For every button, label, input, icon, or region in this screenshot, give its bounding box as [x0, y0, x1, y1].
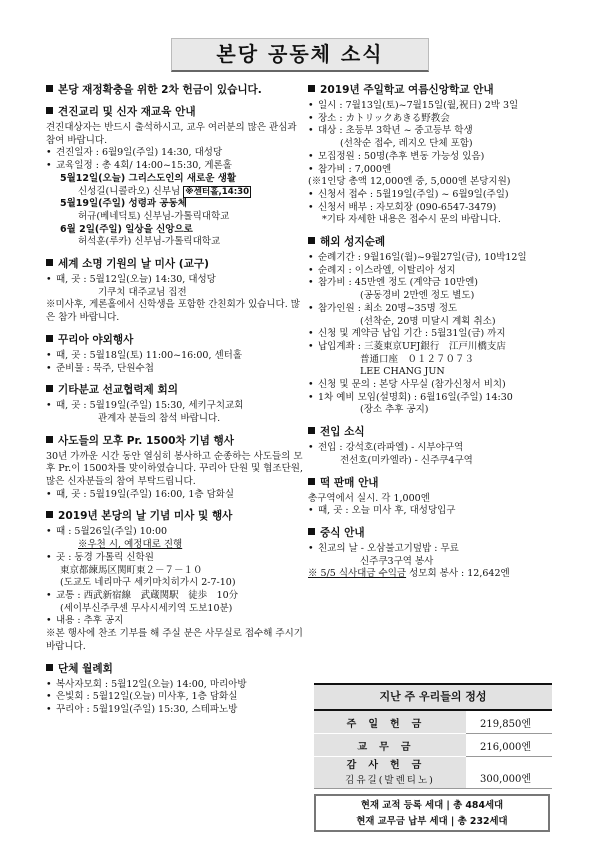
section-parishday — [46, 510, 304, 653]
square-bullet-icon — [308, 528, 315, 535]
square-bullet-icon — [46, 511, 53, 518]
text-line: (세이부신주쿠센 무사시세키역 도보10분) — [60, 602, 233, 614]
registry-line: 현재 교무금 납부 세대 | 총 232세대 — [356, 816, 508, 827]
session-title: 5월12일(오늘) 그리스도인의 새로운 생활 — [60, 172, 237, 184]
text-line: (장소 추후 공지) — [360, 404, 429, 416]
section-mission — [46, 384, 304, 425]
text-line: *기타 자세한 내용은 접수시 문의 바랍니다. — [322, 214, 501, 226]
session-title: 6월 2일(주일) 일상을 신앙으로 — [60, 223, 193, 235]
table-row — [314, 734, 552, 757]
square-bullet-icon — [46, 385, 53, 392]
text-line: • 복사자모회 : 5월12일(오늘) 14:00, 마리아방 — [46, 678, 247, 690]
offering-label: 주일헌금 — [314, 711, 466, 734]
text-line: 기쿠치 대주교님 집전 — [98, 286, 187, 298]
registry-line: 현재 교적 등록 세대 | 총 484세대 — [360, 800, 504, 811]
section-groups — [46, 663, 304, 717]
left-column — [46, 84, 304, 726]
square-bullet-icon — [46, 664, 53, 671]
section-title: 세계 소명 기원의 날 미사 (교구) — [46, 258, 304, 271]
text-line: • 교통 : 西武新宿線 武蔵関駅 徒歩 10分 — [46, 589, 239, 601]
text-line: • 납입계좌 : 三菱東京UFJ銀行 江戸川橋支店 — [308, 340, 506, 352]
text-line: • 때, 곳 : 오늘 미사 후, 대성당입구 — [308, 505, 456, 517]
text-line: • 신청서 배부 : 자모회장 (090-6547-3479) — [308, 201, 497, 213]
text-line: 신주쿠3구역 봉사 — [360, 555, 434, 567]
section-sacrament — [46, 106, 304, 249]
section-title: 2019년 주일학교 여름신앙학교 안내 — [308, 84, 570, 97]
text-line: (공동경비 2만엔 정도 별도) — [360, 290, 475, 302]
section-mother — [46, 435, 304, 502]
section-finance — [46, 84, 304, 97]
text-line: ※본 행사에 찬조 기부를 해 주실 분은 사무실로 접수해 주시기 바랍니다. — [46, 628, 303, 652]
right-column — [308, 84, 570, 590]
offering-amount: 219,850엔 — [466, 711, 552, 734]
text-line: 총구역에서 실시. 각 1,000엔 — [308, 492, 430, 504]
table-row — [314, 711, 552, 734]
section-curia — [46, 334, 304, 375]
section-title: 2019년 본당의 날 기념 미사 및 행사 — [46, 510, 304, 523]
text-line: 전선호(미카엘라) - 신주쿠4구역 — [340, 454, 473, 466]
section-meal — [308, 527, 570, 581]
section-title: 중식 안내 — [308, 527, 570, 540]
text-line: • 1차 예비 모임(설명회) : 6월16일(주일) 14:30 — [308, 391, 513, 403]
donor-name: 김유길(발렌티노) — [345, 775, 435, 786]
offering-title: 지난 주 우리들의 정성 — [314, 683, 552, 711]
text-line: • 곳 : 동경 가톨릭 신학원 — [46, 551, 154, 563]
section-vocation — [46, 258, 304, 325]
session-speaker: 허석훈(루카) 신부님-가톨릭대학교 — [78, 236, 221, 248]
session-title: 5월19일(주일) 성령과 공동체 — [60, 198, 187, 210]
text-line: 普通口座 ０１２７０７３ — [360, 353, 475, 365]
text-line: • 순례지 : 이스라엘, 이탈리아 성지 — [308, 264, 456, 276]
text-line: ※우천 시, 예정대로 진행 — [78, 539, 183, 551]
table-row — [314, 757, 552, 789]
text-line: ※미사후, 게론홀에서 신학생을 포함한 간친회가 있습니다. 많은 참가 바랍니다. — [46, 299, 300, 324]
section-newcomer — [308, 426, 570, 467]
offering-table — [314, 683, 552, 789]
section-title: 꾸리아 야외행사 — [46, 334, 304, 347]
text-line: • 꾸리아 : 5월19일(주일) 15:30, 스테파노방 — [46, 703, 238, 715]
section-ricecake — [308, 477, 570, 518]
square-bullet-icon — [308, 85, 315, 92]
text-line: • 대상 : 초등부 3학년 ~ 중고등부 학생 — [308, 125, 473, 137]
text-line: • 전입 : 강석호(라파엘) - 시부야구역 — [308, 442, 464, 454]
text-line: • 때 : 5월26일(주일) 10:00 — [46, 526, 168, 538]
text-line: • 장소 : カトリックあきる野教会 — [308, 112, 450, 124]
text-line: • 일시 : 7월13일(토)~7월15일(월,祝日) 2박 3일 — [308, 100, 519, 111]
text-line: • 내용 : 추후 공지 — [46, 615, 124, 627]
text-line: • 순례기간 : 9월16일(월)~9월27일(금), 10박12일 — [308, 252, 527, 264]
section-title: 견진교리 및 신자 재교육 안내 — [46, 106, 304, 119]
text-line: • 때, 곳 : 5월18일(토) 11:00~16:00, 센터홀 — [46, 349, 243, 361]
page-title: 본당 공동체 소식 — [216, 42, 384, 66]
text-line: 관계자 분들의 참석 바랍니다. — [98, 412, 221, 424]
text-line: • 모집정원 : 50명(추후 변동 가능성 있음) — [308, 150, 485, 162]
section-title: 본당 재정확충을 위한 2차 헌금이 있습니다. — [46, 84, 304, 97]
square-bullet-icon — [46, 436, 53, 443]
session-speaker: 신성길(니콜라오) 신부님 ※센터홀,14:30 — [78, 185, 250, 197]
text-line: • 때, 곳 : 5월12일(오늘) 14:30, 대성당 — [46, 274, 216, 286]
section-title: 전입 소식 — [308, 426, 570, 439]
text-line: 東京都練馬区関町東２－７－１０ — [60, 564, 203, 576]
text-line: • 신청서 접수 : 5월19일(주일) ~ 6월9일(주일) — [308, 188, 509, 200]
offering-label: 감사헌금 김유길(발렌티노) — [314, 757, 466, 789]
square-bullet-icon — [308, 478, 315, 485]
text-line: • 준비물 : 묵주, 단원수첩 — [46, 362, 154, 374]
square-bullet-icon — [308, 237, 315, 244]
square-bullet-icon — [46, 85, 53, 92]
session-speaker: 허규(베네딕토) 신부님-가톨릭대학교 — [78, 210, 230, 222]
square-bullet-icon — [46, 259, 53, 266]
text-line: • 때, 곳 : 5월19일(주일) 16:00, 1층 담화실 — [46, 488, 235, 500]
section-pilgrimage — [308, 236, 570, 417]
section-summer — [308, 84, 570, 227]
section-title: 사도들의 모후 Pr. 1500차 기념 행사 — [46, 435, 304, 448]
text-line: • 참가인원 : 최소 20명~35명 정도 — [308, 302, 458, 314]
offering-amount: 216,000엔 — [466, 734, 552, 757]
text-line: (선착순 접수, 레지오 단체 포함) — [340, 138, 473, 150]
section-title: 해외 성지순례 — [308, 236, 570, 249]
text-line: LEE CHANG JUN — [360, 366, 445, 378]
text-line: • 참가비 : 45만엔 정도 (계약금 10만엔) — [308, 277, 479, 289]
section-title: 기타분교 선교협력제 회의 — [46, 384, 304, 397]
section-title: 단체 월례회 — [46, 663, 304, 676]
offering-label: 교무금 — [314, 734, 466, 757]
square-bullet-icon — [46, 335, 53, 342]
location-badge: ※센터홀,14:30 — [185, 186, 250, 197]
text-line: • 친교의 날 - 오삼불고기덮밥 : 무료 — [308, 542, 459, 554]
text-line: • 은빛회 : 5월12일(오늘) 미사후, 1층 담화실 — [46, 691, 238, 703]
offering-amount: 300,000엔 — [466, 757, 552, 789]
text-line: • 견진일자 : 6월9일(주일) 14:30, 대성당 — [46, 147, 223, 159]
text-line: • 때, 곳 : 5월19일(주일) 15:30, 세키구치교회 — [46, 400, 244, 412]
text-line: (선착순, 20명 미달시 계획 취소) — [360, 315, 496, 327]
text-line: (도교도 네리마구 세키마치히가시 2-7-10) — [60, 577, 236, 589]
page-header — [171, 38, 429, 72]
square-bullet-icon — [46, 107, 53, 114]
text-line: 30년 가까운 시간 동안 열심히 봉사하고 순종하는 사도들의 모후 Pr.이 1500차를 맞이하였습니다. 꾸리아 단원 및 협조단원, 많은 신자분들의 참여 부탁드립니다. — [46, 450, 303, 488]
section-title: 떡 판매 안내 — [308, 477, 570, 490]
text-line: 견진대상자는 반드시 출석하시고, 교우 여러분의 많은 관심과 참여 바랍니다. — [46, 122, 297, 146]
registry-box — [314, 794, 550, 832]
text-line: (※1인당 총액 12,000엔 중, 5,000엔 본당지원) — [308, 176, 511, 188]
text-line: • 신청 및 문의 : 본당 사무실 (참가신청서 비치) — [308, 379, 506, 391]
square-bullet-icon — [308, 427, 315, 434]
text-line: • 교육일정 : 총 4회/ 14:00~15:30, 게론홀 — [46, 160, 232, 172]
text-line: • 참가비 : 7,000엔 — [308, 163, 392, 175]
text-line: • 신청 및 계약금 납입 기간 : 5월31일(금) 까지 — [308, 328, 506, 340]
text-line: ※ 5/5 식사대금 수익금 성모회 봉사 : 12,642엔 — [308, 568, 510, 580]
